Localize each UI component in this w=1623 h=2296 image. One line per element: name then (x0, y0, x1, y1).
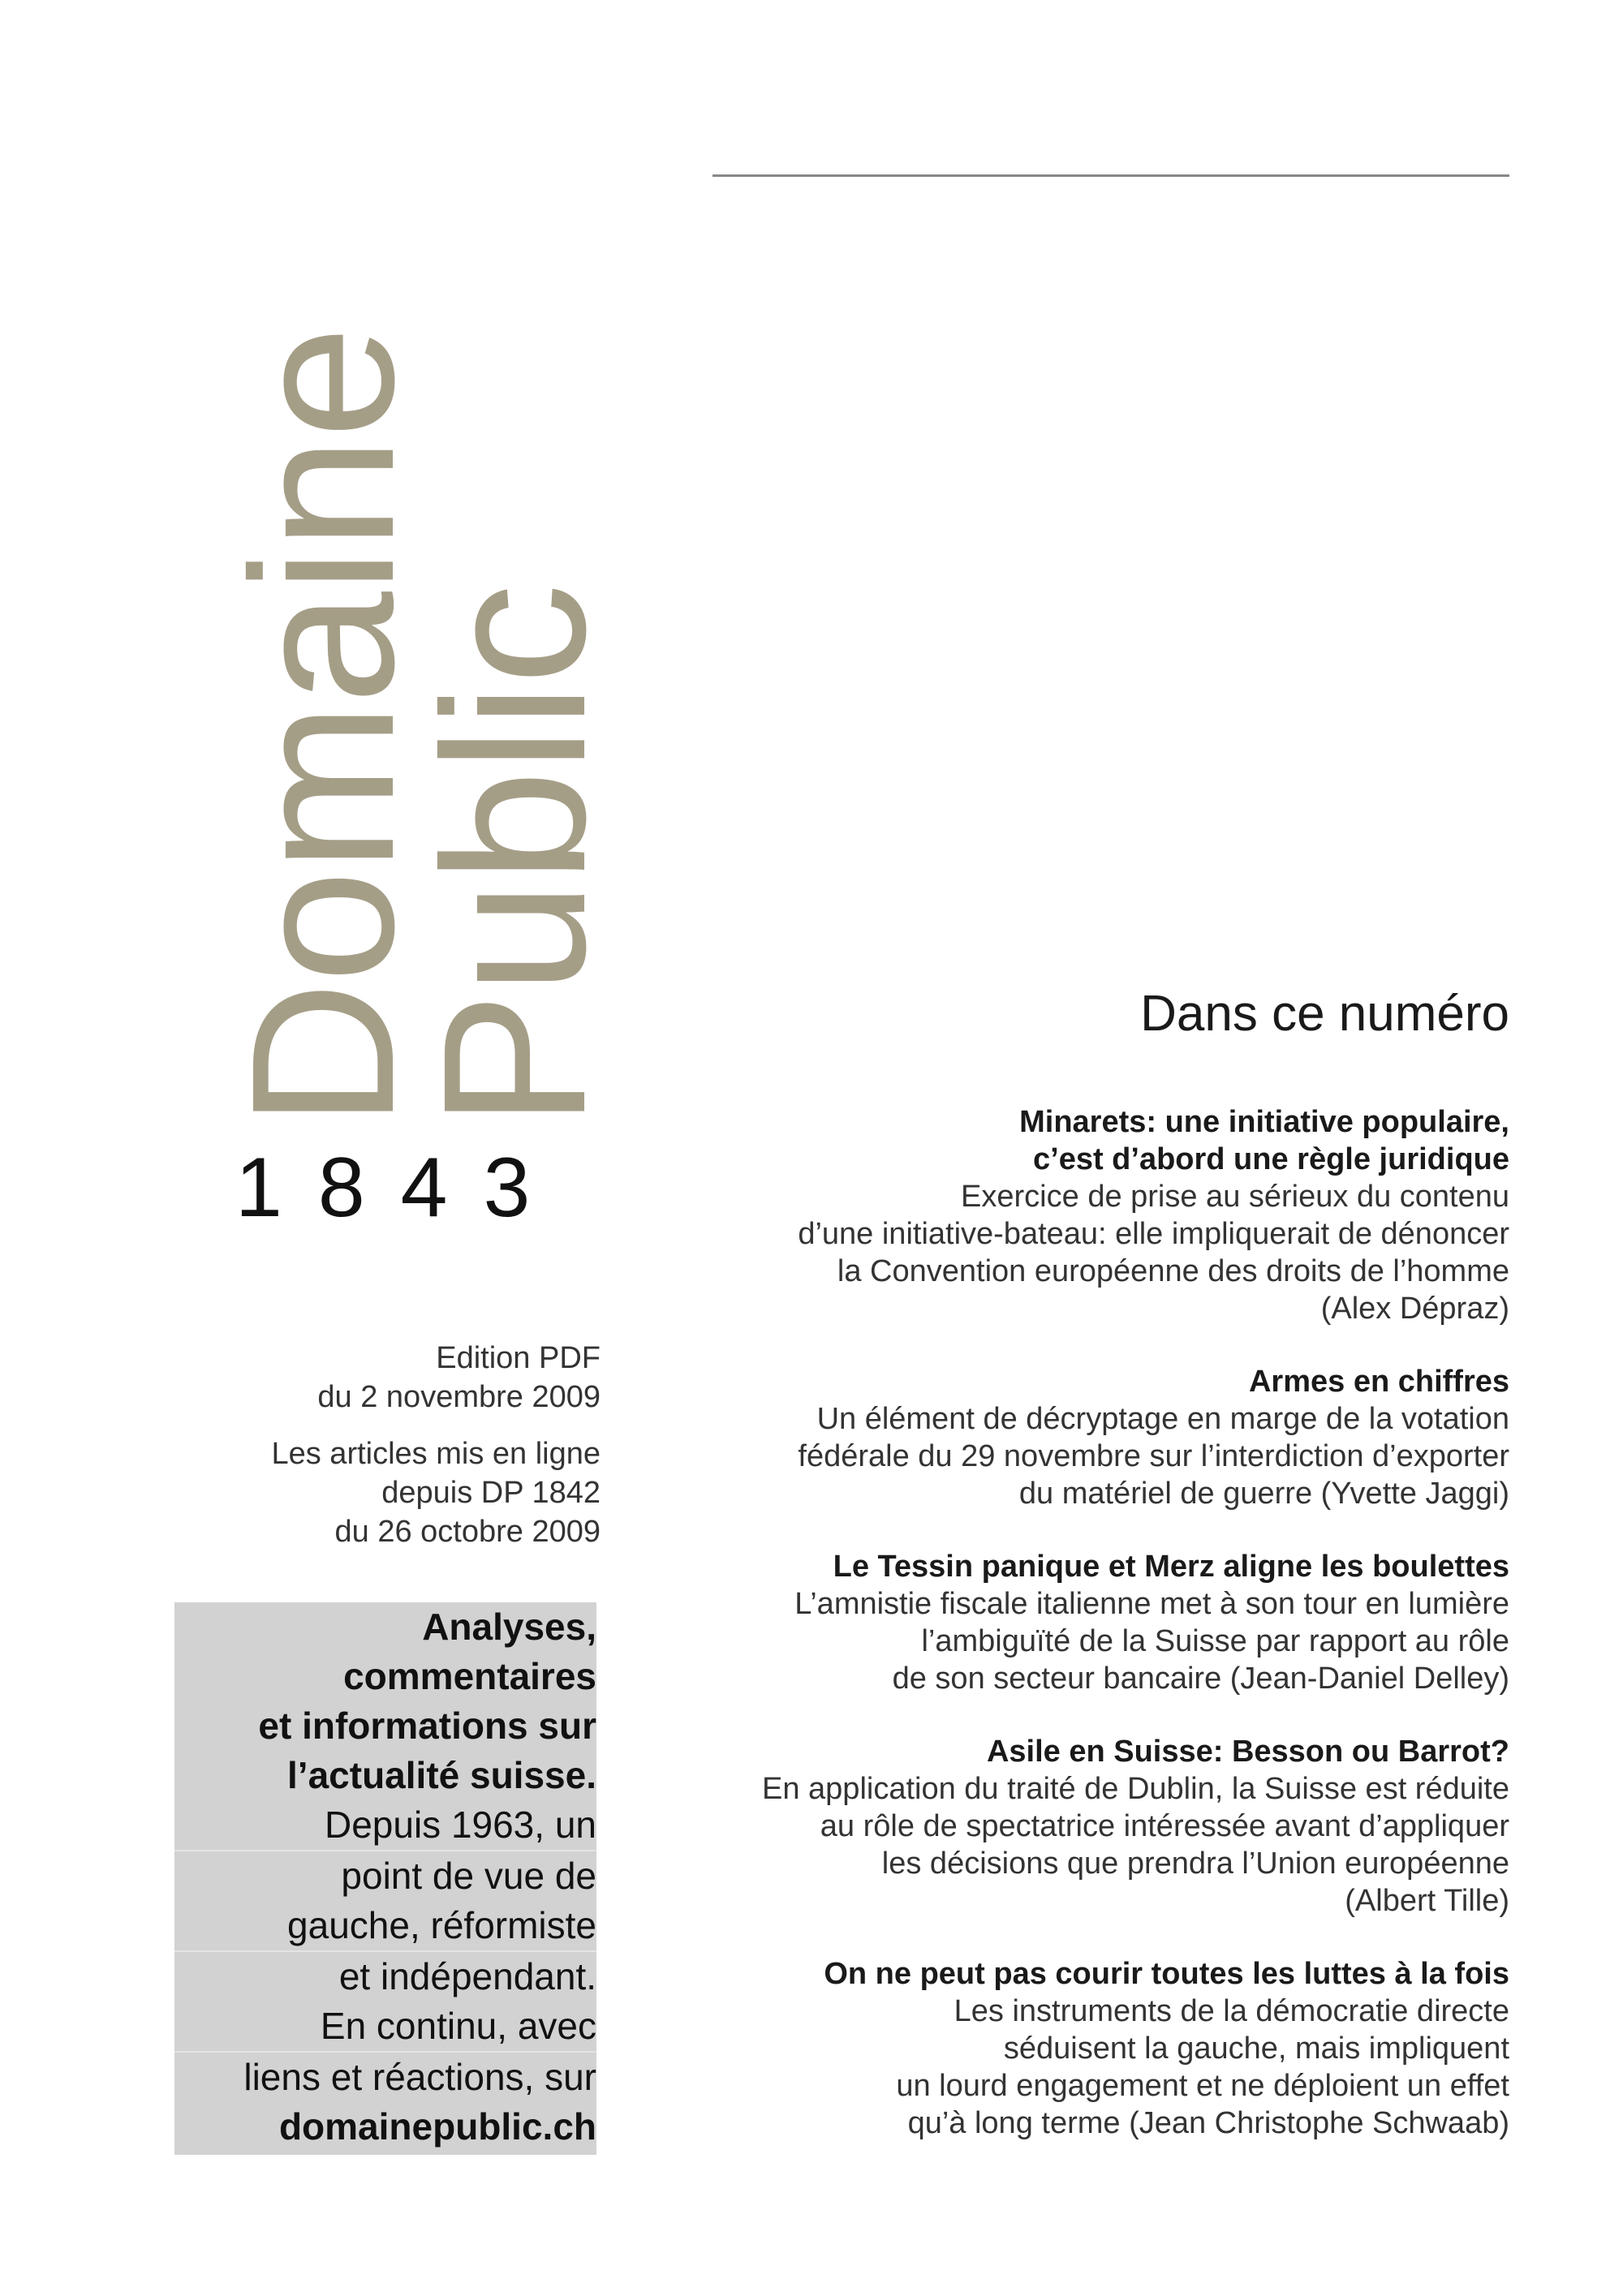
article-title-line: Asile en Suisse: Besson ou Barrot? (986, 1735, 1509, 1769)
summary-line: En application du traité de Dublin, la Suisse est réduite (762, 1772, 1509, 1806)
summary-line: qu’à long terme (Jean Christophe Schwaab) (907, 2106, 1509, 2140)
article-title-line: c’est d’abord une règle juridique (1033, 1142, 1509, 1176)
tagline-line: et indépendant. (174, 1950, 596, 2001)
summary-line: (Albert Tille) (1345, 1884, 1509, 1918)
article-title[interactable] (706, 1548, 1509, 1585)
edition-date: du 2 novembre 2009 (317, 1380, 601, 1414)
edition-range-line1: Les articles mis en ligne (271, 1437, 601, 1471)
tagline-line: point de vue de (174, 1850, 596, 1901)
tagline-bold-line: Analyses, (422, 1606, 596, 1648)
article-entry[interactable] (706, 1103, 1509, 1327)
article-entry[interactable] (706, 1363, 1509, 1512)
edition-label: Edition PDF (436, 1341, 601, 1375)
article-summary (706, 1770, 1509, 1920)
edition-block-range (179, 1434, 601, 1551)
summary-line: L’amnistie fiscale italienne met à son tour en lumière (794, 1587, 1509, 1621)
masthead-title (209, 327, 627, 1129)
article-title-line: Minarets: une initiative populaire, (1019, 1105, 1509, 1139)
article-title[interactable] (706, 1955, 1509, 1993)
article-summary (706, 1400, 1509, 1512)
tagline-bold-line: et informations sur (258, 1705, 596, 1747)
edition-range-line2: depuis DP 1842 (381, 1476, 601, 1510)
edition-info (179, 1339, 601, 1569)
tagline-line: Depuis 1963, un (324, 1804, 596, 1846)
tagline-line: liens et réactions, sur (174, 2051, 596, 2102)
edition-range-line3: du 26 octobre 2009 (334, 1515, 601, 1549)
website-link[interactable]: domainepublic.ch (278, 2105, 596, 2148)
article-summary (706, 1585, 1509, 1697)
summary-line: (Alex Dépraz) (1320, 1292, 1509, 1326)
contents-title: Dans ce numéro (1140, 986, 1509, 1042)
summary-line: fédérale du 29 novembre sur l’interdiction d’exporter (798, 1439, 1509, 1473)
tagline-box (174, 1602, 596, 2155)
masthead-line-public: Public (401, 585, 627, 1128)
article-title[interactable] (706, 1733, 1509, 1770)
tagline-line: En continu, avec (320, 2005, 596, 2047)
article-entry[interactable] (706, 1733, 1509, 1920)
article-entry[interactable] (706, 1548, 1509, 1697)
article-title[interactable] (706, 1103, 1509, 1178)
summary-line: Les instruments de la démocratie directe (954, 1994, 1509, 2028)
summary-line: Exercice de prise au sérieux du contenu (961, 1180, 1509, 1214)
summary-line: au rôle de spectatrice intéressée avant d’appliquer (820, 1809, 1509, 1843)
summary-line: de son secteur bancaire (Jean-Daniel Delley) (892, 1662, 1509, 1696)
edition-block-date (179, 1339, 601, 1417)
summary-line: Un élément de décryptage en marge de la votation (816, 1402, 1509, 1436)
summary-line: la Convention européenne des droits de l’homme (837, 1254, 1509, 1288)
summary-line: un lourd engagement et ne déploient un effet (896, 2069, 1509, 2103)
top-divider (712, 174, 1509, 177)
tagline-line: gauche, réformiste (287, 1904, 596, 1946)
summary-line: l’ambiguïté de la Suisse par rapport au rôle (921, 1624, 1509, 1658)
issue-number: 1843 (235, 1141, 566, 1235)
article-summary (706, 1993, 1509, 2142)
table-of-contents (706, 982, 1509, 2178)
tagline-bold-line: l’actualité suisse. (287, 1754, 596, 1796)
article-title-line: Armes en chiffres (1248, 1365, 1509, 1399)
masthead-line-domaine: Domaine (209, 327, 436, 1128)
tagline-bold-line: commentaires (343, 1655, 596, 1697)
article-title-line: On ne peut pas courir toutes les luttes à la fois (824, 1957, 1509, 1991)
summary-line: les décisions que prendra l’Union européenne (881, 1847, 1509, 1881)
article-title[interactable] (706, 1363, 1509, 1400)
article-summary (706, 1178, 1509, 1327)
summary-line: séduisent la gauche, mais impliquent (1003, 2032, 1509, 2066)
summary-line: du matériel de guerre (Yvette Jaggi) (1018, 1477, 1509, 1511)
summary-line: d’une initiative-bateau: elle impliquerait de dénoncer (798, 1217, 1509, 1251)
article-title-line: Le Tessin panique et Merz aligne les boulettes (833, 1550, 1509, 1584)
article-entry[interactable] (706, 1955, 1509, 2142)
